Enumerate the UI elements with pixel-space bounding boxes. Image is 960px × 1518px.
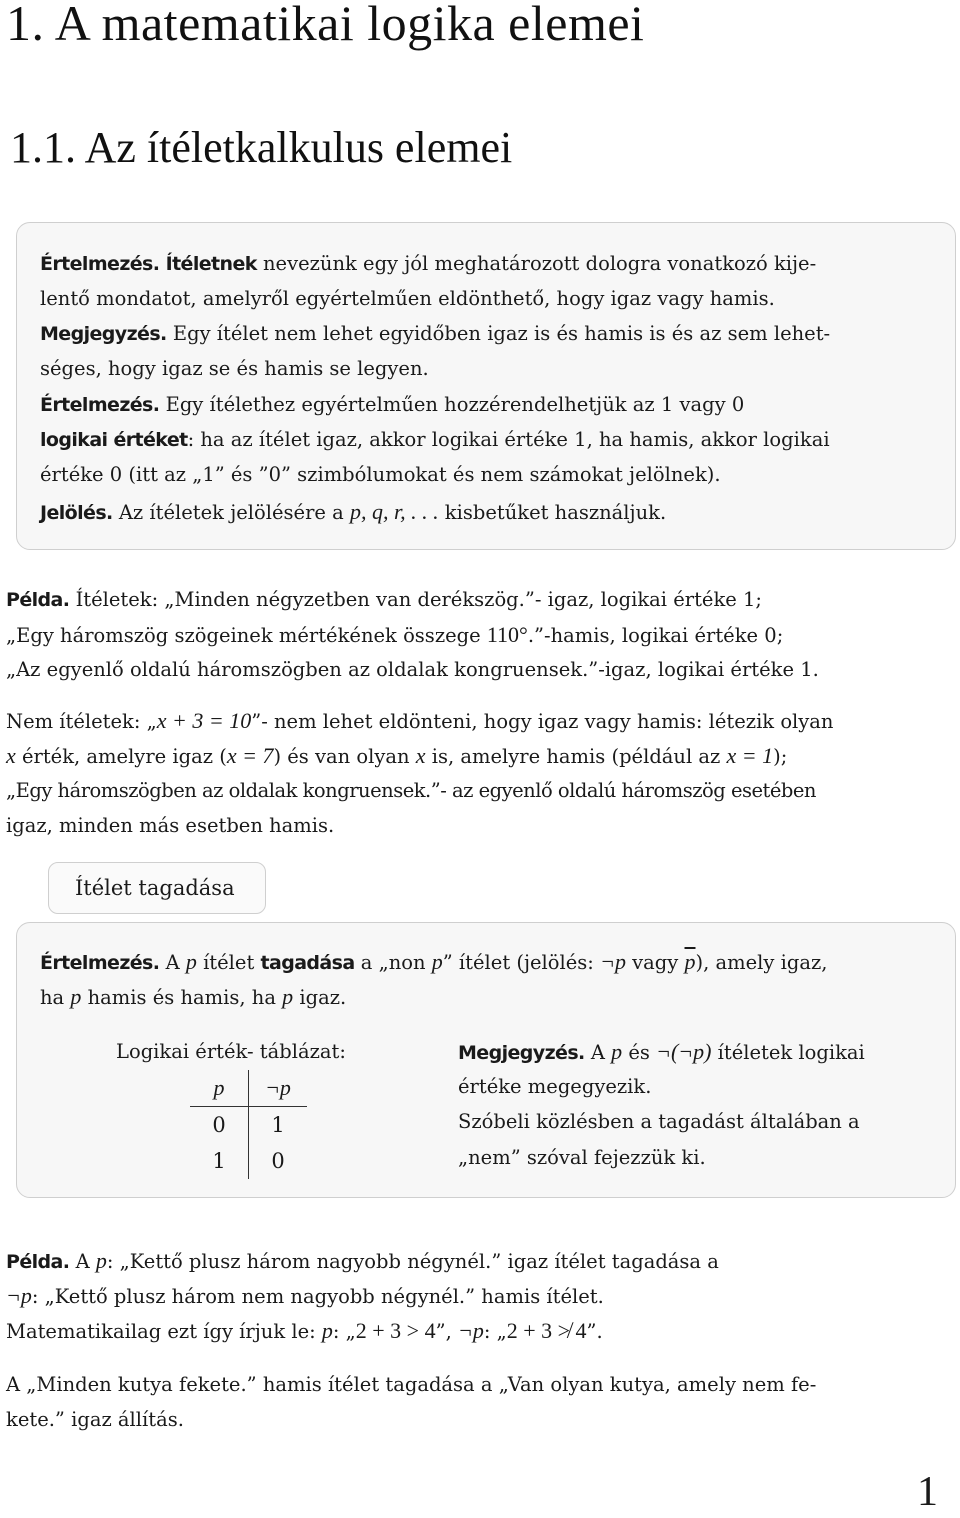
example-1-line1 <box>6 582 762 618</box>
text: A <box>584 1041 612 1064</box>
non-statements-line2 <box>6 738 787 774</box>
negation-note-line3: Szóbeli közlésben a tagadást általában a <box>458 1110 860 1133</box>
text: igaz. <box>293 986 347 1009</box>
example-math: 110° <box>486 622 528 647</box>
definition-label: Értelmezés. <box>40 394 160 416</box>
notation-text: Az ítéletek jelölésére a <box>112 501 350 524</box>
non-statements-line4: igaz, minden más esetben hamis. <box>6 814 335 837</box>
non-statements-line3: „Egy háromszögben az oldalak kongruensek.”- az egyenlő oldalú háromszög esetében <box>6 779 816 802</box>
math: p <box>431 949 443 974</box>
example-2-line3 <box>6 1313 603 1349</box>
math: $\overline{p}$ <box>684 949 696 974</box>
negation-definition-line1 <box>40 944 827 981</box>
definition-text: : ha az ítélet igaz, akkor logikai értéke 1, ha hamis, akkor logikai <box>187 428 830 451</box>
negation-note-line4: „nem” szóval fejezzük ki. <box>458 1146 706 1169</box>
definition-2-line2 <box>40 422 830 458</box>
example-1-line2 <box>6 617 783 653</box>
notation-label: Jelölés. <box>40 502 113 524</box>
table-cell: 0 <box>190 1107 249 1144</box>
note-1 <box>40 316 830 352</box>
text: ) és van olyan <box>273 745 416 768</box>
math: x <box>6 743 16 768</box>
text: ítélet <box>196 951 261 974</box>
example-text: „Egy háromszög szögeinek mértékének összege <box>6 624 487 647</box>
math: x + 3 = 10 <box>156 708 252 733</box>
definition-2-line3: értéke 0 (itt az „1” és ”0” szimbólumokat és nem számokat jelölnek). <box>40 463 721 486</box>
math: ¬p <box>600 949 626 974</box>
math: x = 1 <box>726 743 774 768</box>
text: : „Kettő plusz három nagyobb négynél.” igaz ítélet tagadása a <box>106 1250 719 1273</box>
text: A <box>69 1250 96 1273</box>
text: ítéletek logikai <box>711 1041 865 1064</box>
table-cell: 1 <box>190 1143 249 1179</box>
non-statements-line1 <box>6 703 834 739</box>
definition-text: nevezünk egy jól meghatározott dologra vonatkozó kije- <box>256 252 817 275</box>
math: p <box>282 984 294 1009</box>
definition-label: Értelmezés. <box>40 253 160 275</box>
definition-label: Értelmezés. <box>40 952 160 974</box>
text: : „ <box>483 1320 507 1343</box>
definition-term: tagadása <box>260 952 355 974</box>
definition-text: Egy ítélethez egyértelműen hozzérendelhetjük az 1 vagy 0 <box>159 393 745 416</box>
negation-note-line1 <box>458 1034 865 1071</box>
text: Matematikailag ezt így írjuk le: <box>6 1320 322 1343</box>
table-row <box>190 1143 307 1179</box>
text: ”, <box>435 1320 458 1343</box>
text: : „ <box>332 1320 356 1343</box>
math: x <box>415 743 426 768</box>
math: 2 + 3 ≯ 4 <box>506 1318 587 1343</box>
text: is, amelyre hamis (például az <box>425 745 727 768</box>
math: 2 + 3 > 4 <box>355 1318 436 1343</box>
chapter-title: 1. A matematikai logika elemei <box>6 0 645 51</box>
math: ¬(¬p) <box>656 1039 712 1064</box>
definition-term: Ítéletnek <box>165 253 257 275</box>
example-2-line2 <box>6 1278 604 1314</box>
text: a „non <box>354 951 432 974</box>
math: ¬p <box>6 1283 32 1308</box>
notation-math: p, q, r, . . . <box>349 499 439 524</box>
table-header-cell: ¬p <box>249 1070 308 1107</box>
text: vagy <box>625 951 685 974</box>
table-row <box>190 1107 307 1144</box>
text: hamis és hamis, ha <box>81 986 283 1009</box>
final-line1: A „Minden kutya fekete.” hamis ítélet tagadása a „Van olyan kutya, amely nem fe- <box>6 1373 817 1396</box>
example-label: Példa. <box>6 1251 70 1273</box>
text: ” ítélet (jelölés: <box>442 951 601 974</box>
definition-2 <box>40 387 744 423</box>
notation-end: kisbetűket használjuk. <box>438 501 667 524</box>
example-label: Példa. <box>6 589 70 611</box>
math: p <box>70 984 82 1009</box>
text: ); <box>773 745 788 768</box>
negation-tab: Ítélet tagadása <box>48 862 266 914</box>
table-header-cell: p <box>190 1070 249 1107</box>
example-text: .”-hamis, logikai értéke 0; <box>527 624 784 647</box>
example-2-line1 <box>6 1243 719 1280</box>
text: A <box>159 951 186 974</box>
note-label: Megjegyzés. <box>40 323 167 345</box>
text: : „Kettő plusz három nem nagyobb négynél.” hamis ítélet. <box>31 1285 604 1308</box>
negation-definition-line2 <box>40 979 346 1015</box>
note-label: Megjegyzés. <box>458 1042 585 1064</box>
text: és <box>622 1041 657 1064</box>
text: ”. <box>586 1320 603 1343</box>
text: ”- nem lehet eldönteni, hogy igaz vagy hamis: létezik olyan <box>251 710 834 733</box>
section-title: 1.1. Az ítéletkalkulus elemei <box>10 123 513 172</box>
math: x = 7 <box>226 743 274 768</box>
truth-table <box>190 1070 307 1179</box>
text: ), amely igaz, <box>695 951 828 974</box>
math: ¬p <box>457 1318 484 1343</box>
definition-term: logikai értéket <box>40 429 188 451</box>
text: Nem ítéletek: „ <box>6 710 157 733</box>
table-cell: 1 <box>271 1113 285 1137</box>
truth-table-caption: Logikai érték- táblázat: <box>116 1040 346 1063</box>
notation <box>40 494 666 531</box>
math: p <box>611 1039 623 1064</box>
definition-1-line2: lentő mondatot, amelyről egyértelműen eldönthető, hogy igaz vagy hamis. <box>40 287 775 310</box>
text: érték, amelyre igaz ( <box>15 745 227 768</box>
note-text: Egy ítélet nem lehet egyidőben igaz is és hamis is és az sem lehet- <box>166 322 831 345</box>
negation-note-line2: értéke megegyezik. <box>458 1075 652 1098</box>
math: p <box>185 949 197 974</box>
table-cell: 0 <box>271 1149 285 1173</box>
page-number: 1 <box>917 1469 938 1515</box>
table-header-row <box>190 1070 307 1107</box>
math: p <box>321 1318 333 1343</box>
example-1-line3: „Az egyenlő oldalú háromszögben az oldalak kongruensek.”-igaz, logikai értéke 1. <box>6 658 819 681</box>
text: ha <box>40 986 71 1009</box>
note-1-line2: séges, hogy igaz se és hamis se legyen. <box>40 357 429 380</box>
definition-1 <box>40 246 816 282</box>
math: p <box>95 1248 107 1273</box>
example-text: Ítéletek: „Minden négyzetben van derékszög.”- igaz, logikai értéke 1; <box>69 588 762 611</box>
final-line2: kete.” igaz állítás. <box>6 1408 184 1431</box>
